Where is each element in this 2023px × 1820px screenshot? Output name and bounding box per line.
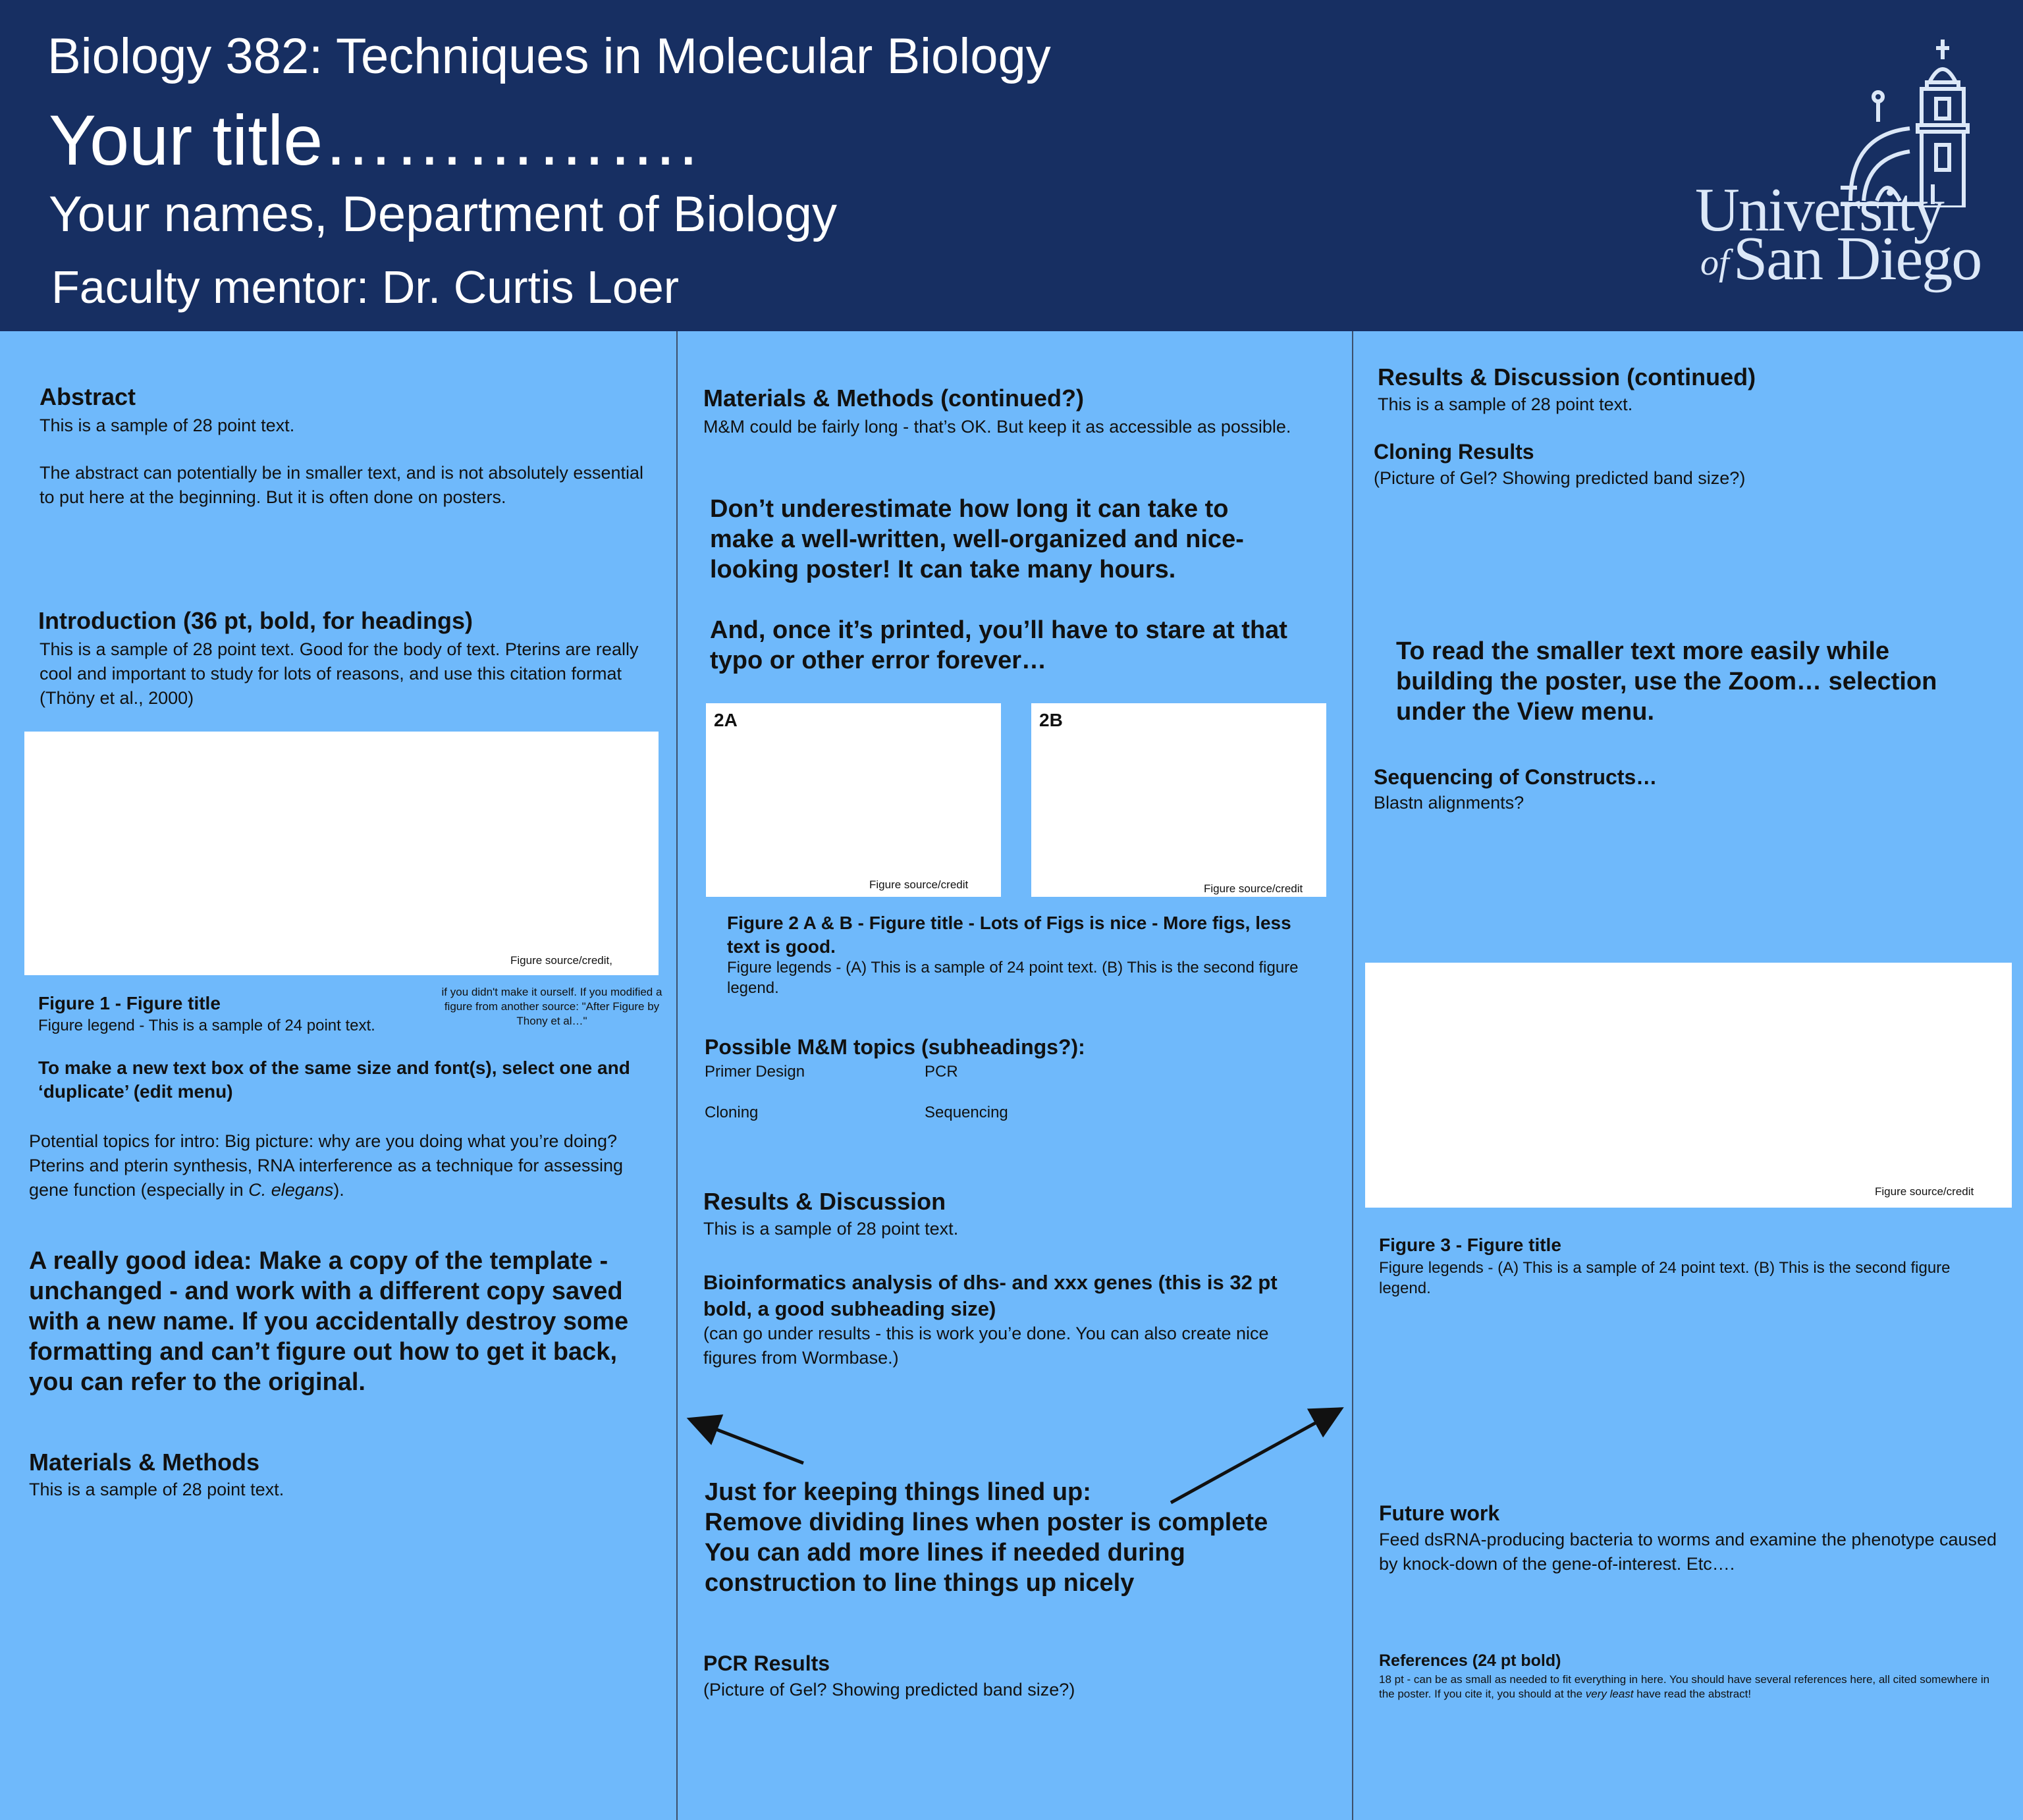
abstract-body: The abstract can potentially be in smaller text, and is not absolutely essential to put here at the beginning. But it is often done on posters.: [40, 463, 643, 507]
references-heading: References (24 pt bold): [1379, 1651, 1561, 1670]
pcr-results-heading: PCR Results: [703, 1651, 830, 1675]
abstract-heading: Abstract: [40, 383, 136, 410]
rd-continued-heading: Results & Discussion (continued): [1378, 363, 1756, 390]
logo-wordmark-of: of: [1700, 242, 1729, 283]
mm-continued-body: M&M could be fairly long - that’s OK. But keep it as accessible as possible.: [703, 417, 1291, 437]
future-work-body: Feed dsRNA-producing bacteria to worms and examine the phenotype caused by knock-down of the gene-of-interest. Etc….: [1379, 1530, 1997, 1574]
sequencing-heading: Sequencing of Constructs…: [1374, 765, 1658, 789]
figure-2b-label: 2B: [1039, 710, 1063, 730]
materials-methods-sample: This is a sample of 28 point text.: [29, 1480, 284, 1499]
topic-primer-design: Primer Design: [705, 1063, 805, 1081]
zoom-tip: To read the smaller text more easily while building the poster, use the Zoom… selection under the View menu.: [1396, 637, 1937, 726]
bioinformatics-heading: Bioinformatics analysis of dhs- and xxx genes (this is 32 pt bold, a good subheading size): [703, 1271, 1278, 1320]
faculty-mentor: Faculty mentor: Dr. Curtis Loer: [51, 261, 680, 313]
mm-continued-heading: Materials & Methods (continued?): [703, 385, 1085, 412]
poster-title: Your title…………….: [49, 100, 699, 180]
figure-2a-label: 2A: [714, 710, 738, 730]
logo-wordmark-san-diego: San Diego: [1733, 225, 1982, 293]
good-idea-tip: A really good idea: Make a copy of the template - unchanged - and work with a different copy saved with a new name. If you accidentally destroy some formatting and can’t figure out how to get it back, you can refer to the original.: [29, 1247, 629, 1396]
figure-2-title: Figure 2 A & B - Figure title - Lots of Figs is nice - More figs, less text is good.: [727, 913, 1291, 957]
figure-1-legend: Figure legend - This is a sample of 24 point text.: [38, 1017, 375, 1034]
figure-1-credit-note: if you didn't make it ourself. If you modified a figure from another source: "After Figure by Thony et al…": [441, 986, 662, 1027]
pcr-results-body: (Picture of Gel? Showing predicted band size?): [703, 1680, 1075, 1700]
bioinformatics-body: (can go under results - this is work you’e done. You can also create nice figures from Wormbase.): [703, 1324, 1269, 1368]
results-discussion-sample: This is a sample of 28 point text.: [703, 1219, 959, 1239]
alignment-lines-tip: Just for keeping things lined up: Remove dividing lines when poster is complete You can add more lines if needed during construction to line things up nicely: [705, 1478, 1268, 1597]
abstract-sample: This is a sample of 28 point text.: [40, 415, 295, 435]
future-work-heading: Future work: [1379, 1501, 1500, 1525]
figure-2-legend: Figure legends - (A) This is a sample of 24 point text. (B) This is the second figure legend.: [727, 959, 1299, 997]
figure-2b-credit: Figure source/credit: [1204, 882, 1303, 895]
references-end: have read the abstract!: [1633, 1688, 1752, 1700]
arrow-right-icon: [1171, 1410, 1338, 1503]
intro-topics-text: Potential topics for intro: Big picture: why are you doing what you’re doing? Pterins and pterin synthesis, RNA interference as a technique for assessing gene function (especially in: [29, 1131, 623, 1200]
introduction-body: This is a sample of 28 point text. Good for the body of text. Pterins are really cool and important to study for lots of reasons, and use this citation format (Thöny et al., 2000): [40, 639, 639, 708]
figure-1-title: Figure 1 - Figure title: [38, 993, 221, 1013]
introduction-heading: Introduction (36 pt, bold, for headings): [38, 607, 473, 634]
mm-topics-heading: Possible M&M topics (subheadings?):: [705, 1035, 1085, 1059]
topic-pcr: PCR: [925, 1063, 958, 1081]
arrow-left-icon: [693, 1420, 803, 1463]
cloning-results-heading: Cloning Results: [1374, 440, 1534, 464]
typo-warning: And, once it’s printed, you’ll have to stare at that typo or other error forever…: [710, 616, 1287, 674]
figure-3-title: Figure 3 - Figure title: [1379, 1235, 1561, 1255]
course-title: Biology 382: Techniques in Molecular Biology: [47, 28, 1051, 84]
time-warning: Don’t underestimate how long it can take to make a well-written, well-organized and nice-looking poster! It can take many hours.: [710, 495, 1244, 583]
figure-1-credit: Figure source/credit,: [510, 954, 612, 967]
intro-topics-end: ).: [333, 1180, 344, 1200]
figure-2a-credit: Figure source/credit: [869, 878, 969, 891]
references-emphasis: very least: [1585, 1688, 1634, 1700]
results-discussion-heading: Results & Discussion: [703, 1188, 946, 1215]
logo-wordmark-university: University: [1695, 176, 1943, 244]
author-names: Your names, Department of Biology: [49, 186, 837, 242]
cloning-results-body: (Picture of Gel? Showing predicted band size?): [1374, 468, 1746, 488]
text-box-tip: To make a new text box of the same size and font(s), select one and ‘duplicate’ (edit menu): [38, 1057, 630, 1102]
sequencing-body: Blastn alignments?: [1374, 793, 1524, 813]
topic-cloning: Cloning: [705, 1104, 759, 1121]
figure-3-credit: Figure source/credit: [1875, 1185, 1974, 1198]
topic-sequencing: Sequencing: [925, 1104, 1008, 1121]
intro-topics-species: C. elegans: [248, 1180, 334, 1200]
rd-continued-sample: This is a sample of 28 point text.: [1378, 394, 1633, 414]
figure-3-legend: Figure legends - (A) This is a sample of 24 point text. (B) This is the second figure legend.: [1379, 1259, 1951, 1297]
references-text: 18 pt - can be as small as needed to fit everything in here. You should have several references here, all cited somewhere in the poster. If you cite it, you should at the: [1379, 1673, 1990, 1700]
materials-methods-heading: Materials & Methods: [29, 1449, 260, 1476]
